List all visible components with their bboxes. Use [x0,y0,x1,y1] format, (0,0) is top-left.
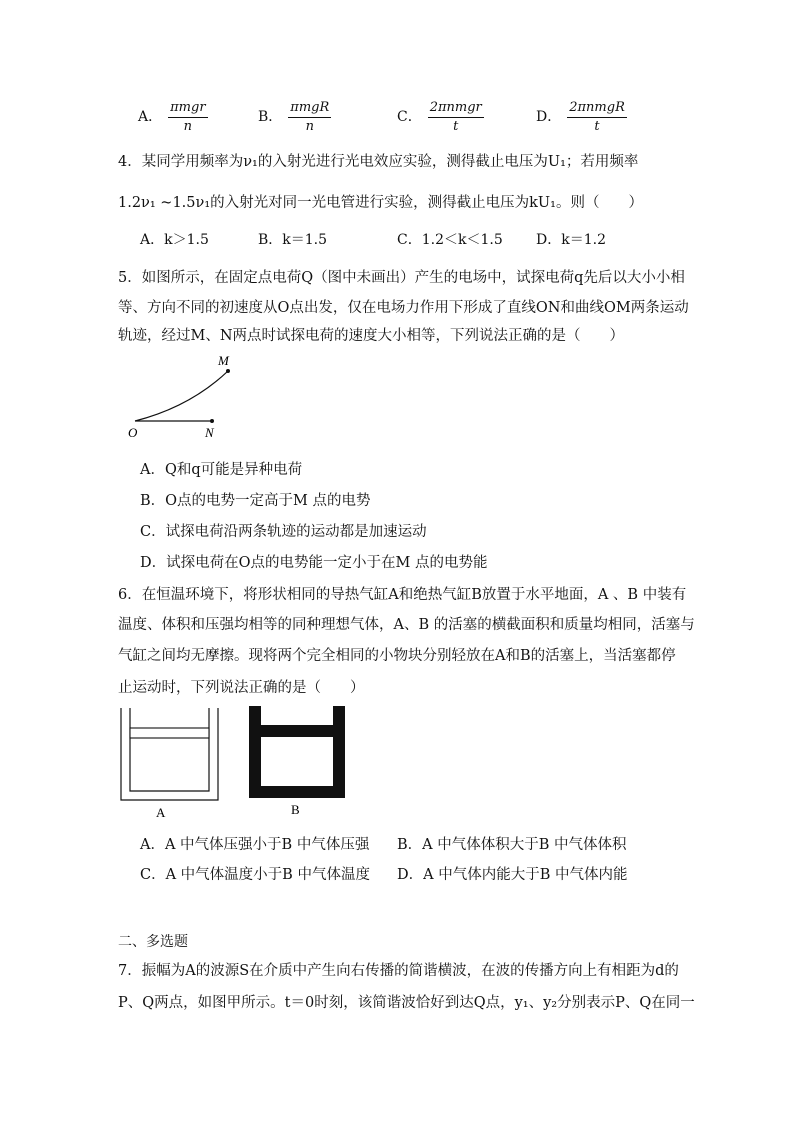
section-title-multiple-choice: 二、多选题 [118,934,188,950]
label-a: A [156,805,166,820]
q3-option-a: A． $\frac{\text{πmgr}}{n}$ [138,100,206,134]
cylinder-a [121,708,218,800]
q6-cylinders-figure [115,700,355,825]
q4-option-b: B．k＝1.5 [258,232,328,248]
q6-option-c: C．A 中气体温度小于B 中气体温度 [140,867,370,883]
q6-stem-line-1: 6．在恒温环境下，将形状相同的导热气缸A和绝热气缸B放置于水平地面，A 、B 中装有 [118,587,687,603]
q3-option-c: C． $\frac{\text{2πnmgr}}{t}$ [397,100,482,134]
q5-option-a: A．Q和q可能是异种电荷 [140,462,303,478]
q5-stem-line-2: 等、方向不同的初速度从O点出发，仅在电场力作用下形成了直线ON和曲线OM两条运动 [118,300,689,316]
q4-stem-line-2: 1.2ν₁ ~1.5ν₁的入射光对同一光电管进行实验，测得截止电压为kU₁。则（ ） [118,195,643,211]
q5-option-d: D．试探电荷在O点的电势能一定小于在M 点的电势能 [140,555,488,571]
q4-stem-line-1: 4．某同学用频率为ν₁的入射光进行光电效应实验，测得截止电压为U₁；若用频率 [118,154,639,170]
piston-a [130,728,209,738]
q5-option-b: B．O点的电势一定高于M 点的电势 [140,493,371,509]
curve-om [135,371,228,421]
q3-option-b: B． $\frac{\text{πmgR}}{n}$ [258,100,330,134]
cylinder-b [249,706,345,798]
label-o: O [128,425,138,440]
point-m [226,369,230,373]
piston-b [261,725,333,737]
q4-option-d: D．k＝1.2 [536,232,606,248]
label-b: B [291,802,300,817]
q5-stem-line-1: 5．如图所示，在固定点电荷Q（图中未画出）产生的电场中，试探电荷q先后以大小小相 [118,270,685,286]
q6-option-d: D．A 中气体内能大于B 中气体内能 [397,867,628,883]
q6-option-b: B．A 中气体体积大于B 中气体体积 [397,837,627,853]
q6-stem-line-4: 止运动时，下列说法正确的是（ ） [118,680,365,696]
q4-option-a: A．k＞1.5 [140,232,209,248]
label-n: N [205,425,214,440]
q4-option-c: C．1.2＜k＜1.5 [397,232,503,248]
q5-trajectory-figure [120,345,250,440]
point-n [210,419,214,423]
q7-stem-line-2: P、Q两点，如图甲所示。t＝0时刻，该简谐波恰好到达Q点，y₁、y₂分别表示P、Q在同一 [118,995,695,1011]
q6-option-a: A．A 中气体压强小于B 中气体压强 [140,837,370,853]
q6-stem-line-2: 温度、体积和压强均相等的同种理想气体，A、B 的活塞的横截面积和质量均相同，活塞与 [118,617,695,633]
q5-option-c: C．试探电荷沿两条轨迹的运动都是加速运动 [140,524,427,540]
label-m: M [218,353,229,368]
q3-option-d: D． $\frac{\text{2πnmgR}}{t}$ [536,100,625,134]
q6-stem-line-3: 气缸之间均无摩擦。现将两个完全相同的小物块分别轻放在A和B的活塞上，当活塞都停 [118,648,676,664]
q7-stem-line-1: 7．振幅为A的波源S在介质中产生向右传播的简谐横波，在波的传播方向上有相距为d的 [118,963,679,979]
q5-stem-line-3: 轨迹，经过M、N两点时试探电荷的速度大小相等，下列说法正确的是（ ） [118,328,625,344]
